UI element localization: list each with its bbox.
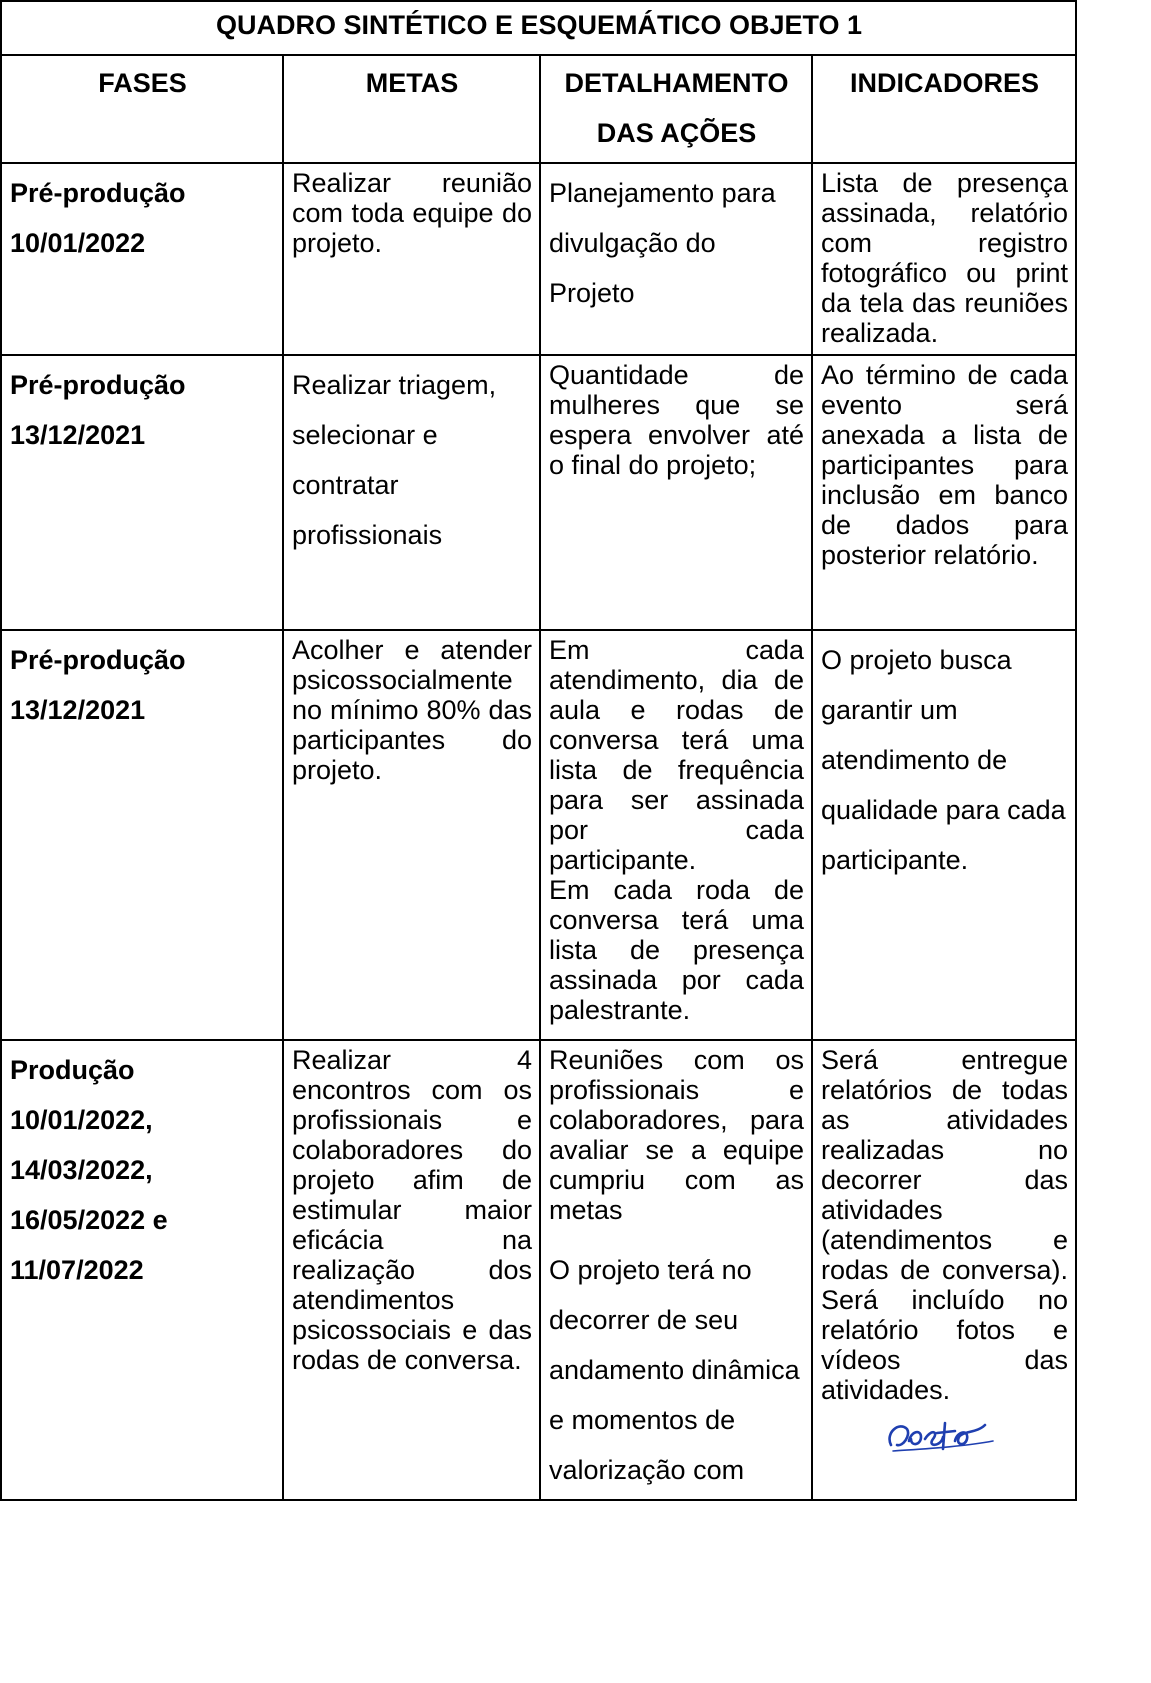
detalhamento-cell: Quantidade de mulheres que se espera envolver até o final do projeto; — [540, 355, 812, 630]
phase-date: 10/01/2022 — [10, 228, 146, 258]
table-row — [1, 630, 1076, 1040]
indicadores-cell — [812, 1040, 1076, 1500]
phase-date: 10/01/2022, — [10, 1105, 153, 1135]
detalhamento-paragraph: Reuniões com os profissionais e colaboradores, para avaliar se a equipe cumpriu com as metas — [549, 1045, 804, 1225]
header-detalhamento — [540, 55, 812, 163]
table-title-row — [1, 1, 1076, 55]
indicadores-cell: Ao término de cada evento será anexada a lista de participantes para inclusão em banco de dados para posterior relatório. — [812, 355, 1076, 630]
table-row — [1, 355, 1076, 630]
phase-date: 13/12/2021 — [10, 695, 146, 725]
detalhamento-paragraph: O projeto terá no decorrer de seu andamento dinâmica e momentos de valorização com — [549, 1255, 800, 1485]
table-row — [1, 1040, 1076, 1500]
phase-date: 13/12/2021 — [10, 420, 146, 450]
header-fases: FASES — [1, 55, 283, 163]
detalhamento-cell: Planejamento para divulgação do Projeto — [540, 163, 812, 355]
phase-date: 14/03/2022, — [10, 1155, 153, 1185]
metas-cell: Realizar 4 encontros com os profissionais e colaboradores do projeto afim de estimular maior eficácia na realização dos atendimentos psicossociais e das rodas de conversa. — [283, 1040, 540, 1500]
detalhamento-cell — [540, 630, 812, 1040]
table-row — [1, 163, 1076, 355]
detalhamento-paragraph: Em cada roda de conversa terá uma lista de presença assinada por cada palestrante. — [549, 875, 804, 1025]
header-metas: METAS — [283, 55, 540, 163]
phase-label: Pré-produção — [10, 178, 186, 208]
metas-cell: Acolher e atender psicossocialmente no mínimo 80% das participantes do projeto. — [283, 630, 540, 1040]
indicadores-cell: Lista de presença assinada, relatório com registro fotográfico ou print da tela das reuniões realizada. — [812, 163, 1076, 355]
detalhamento-cell — [540, 1040, 812, 1500]
phase-label: Pré-produção — [10, 645, 186, 675]
table-title: QUADRO SINTÉTICO E ESQUEMÁTICO OBJETO 1 — [1, 1, 1076, 55]
phase-label: Produção — [10, 1055, 135, 1085]
indicadores-text: Será entregue relatórios de todas as atividades realizadas no decorrer das atividades (atendimentos e rodas de conversa). Será incluído no relatório fotos e vídeos das atividades. — [821, 1045, 1068, 1405]
phase-cell — [1, 355, 283, 630]
metas-cell: Realizar reunião com toda equipe do projeto. — [283, 163, 540, 355]
phase-cell — [1, 630, 283, 1040]
metas-cell: Realizar triagem, selecionar e contratar profissionais — [283, 355, 540, 630]
phase-cell — [1, 1040, 283, 1500]
phase-date: 11/07/2022 — [10, 1255, 144, 1285]
header-detalhamento-line1: DETALHAMENTO — [564, 68, 789, 98]
indicadores-cell: O projeto busca garantir um atendimento de qualidade para cada participante. — [812, 630, 1076, 1040]
detalhamento-paragraph: Em cada atendimento, dia de aula e rodas de conversa terá uma lista de frequência para ser assinada por cada participante. — [549, 635, 804, 875]
phase-label: Pré-produção — [10, 370, 186, 400]
table-header-row — [1, 55, 1076, 163]
header-indicadores: INDICADORES — [812, 55, 1076, 163]
phase-cell — [1, 163, 283, 355]
signature-image — [881, 1411, 1011, 1459]
phase-date: 16/05/2022 e — [10, 1205, 168, 1235]
header-detalhamento-line2: DAS AÇÕES — [596, 118, 757, 148]
